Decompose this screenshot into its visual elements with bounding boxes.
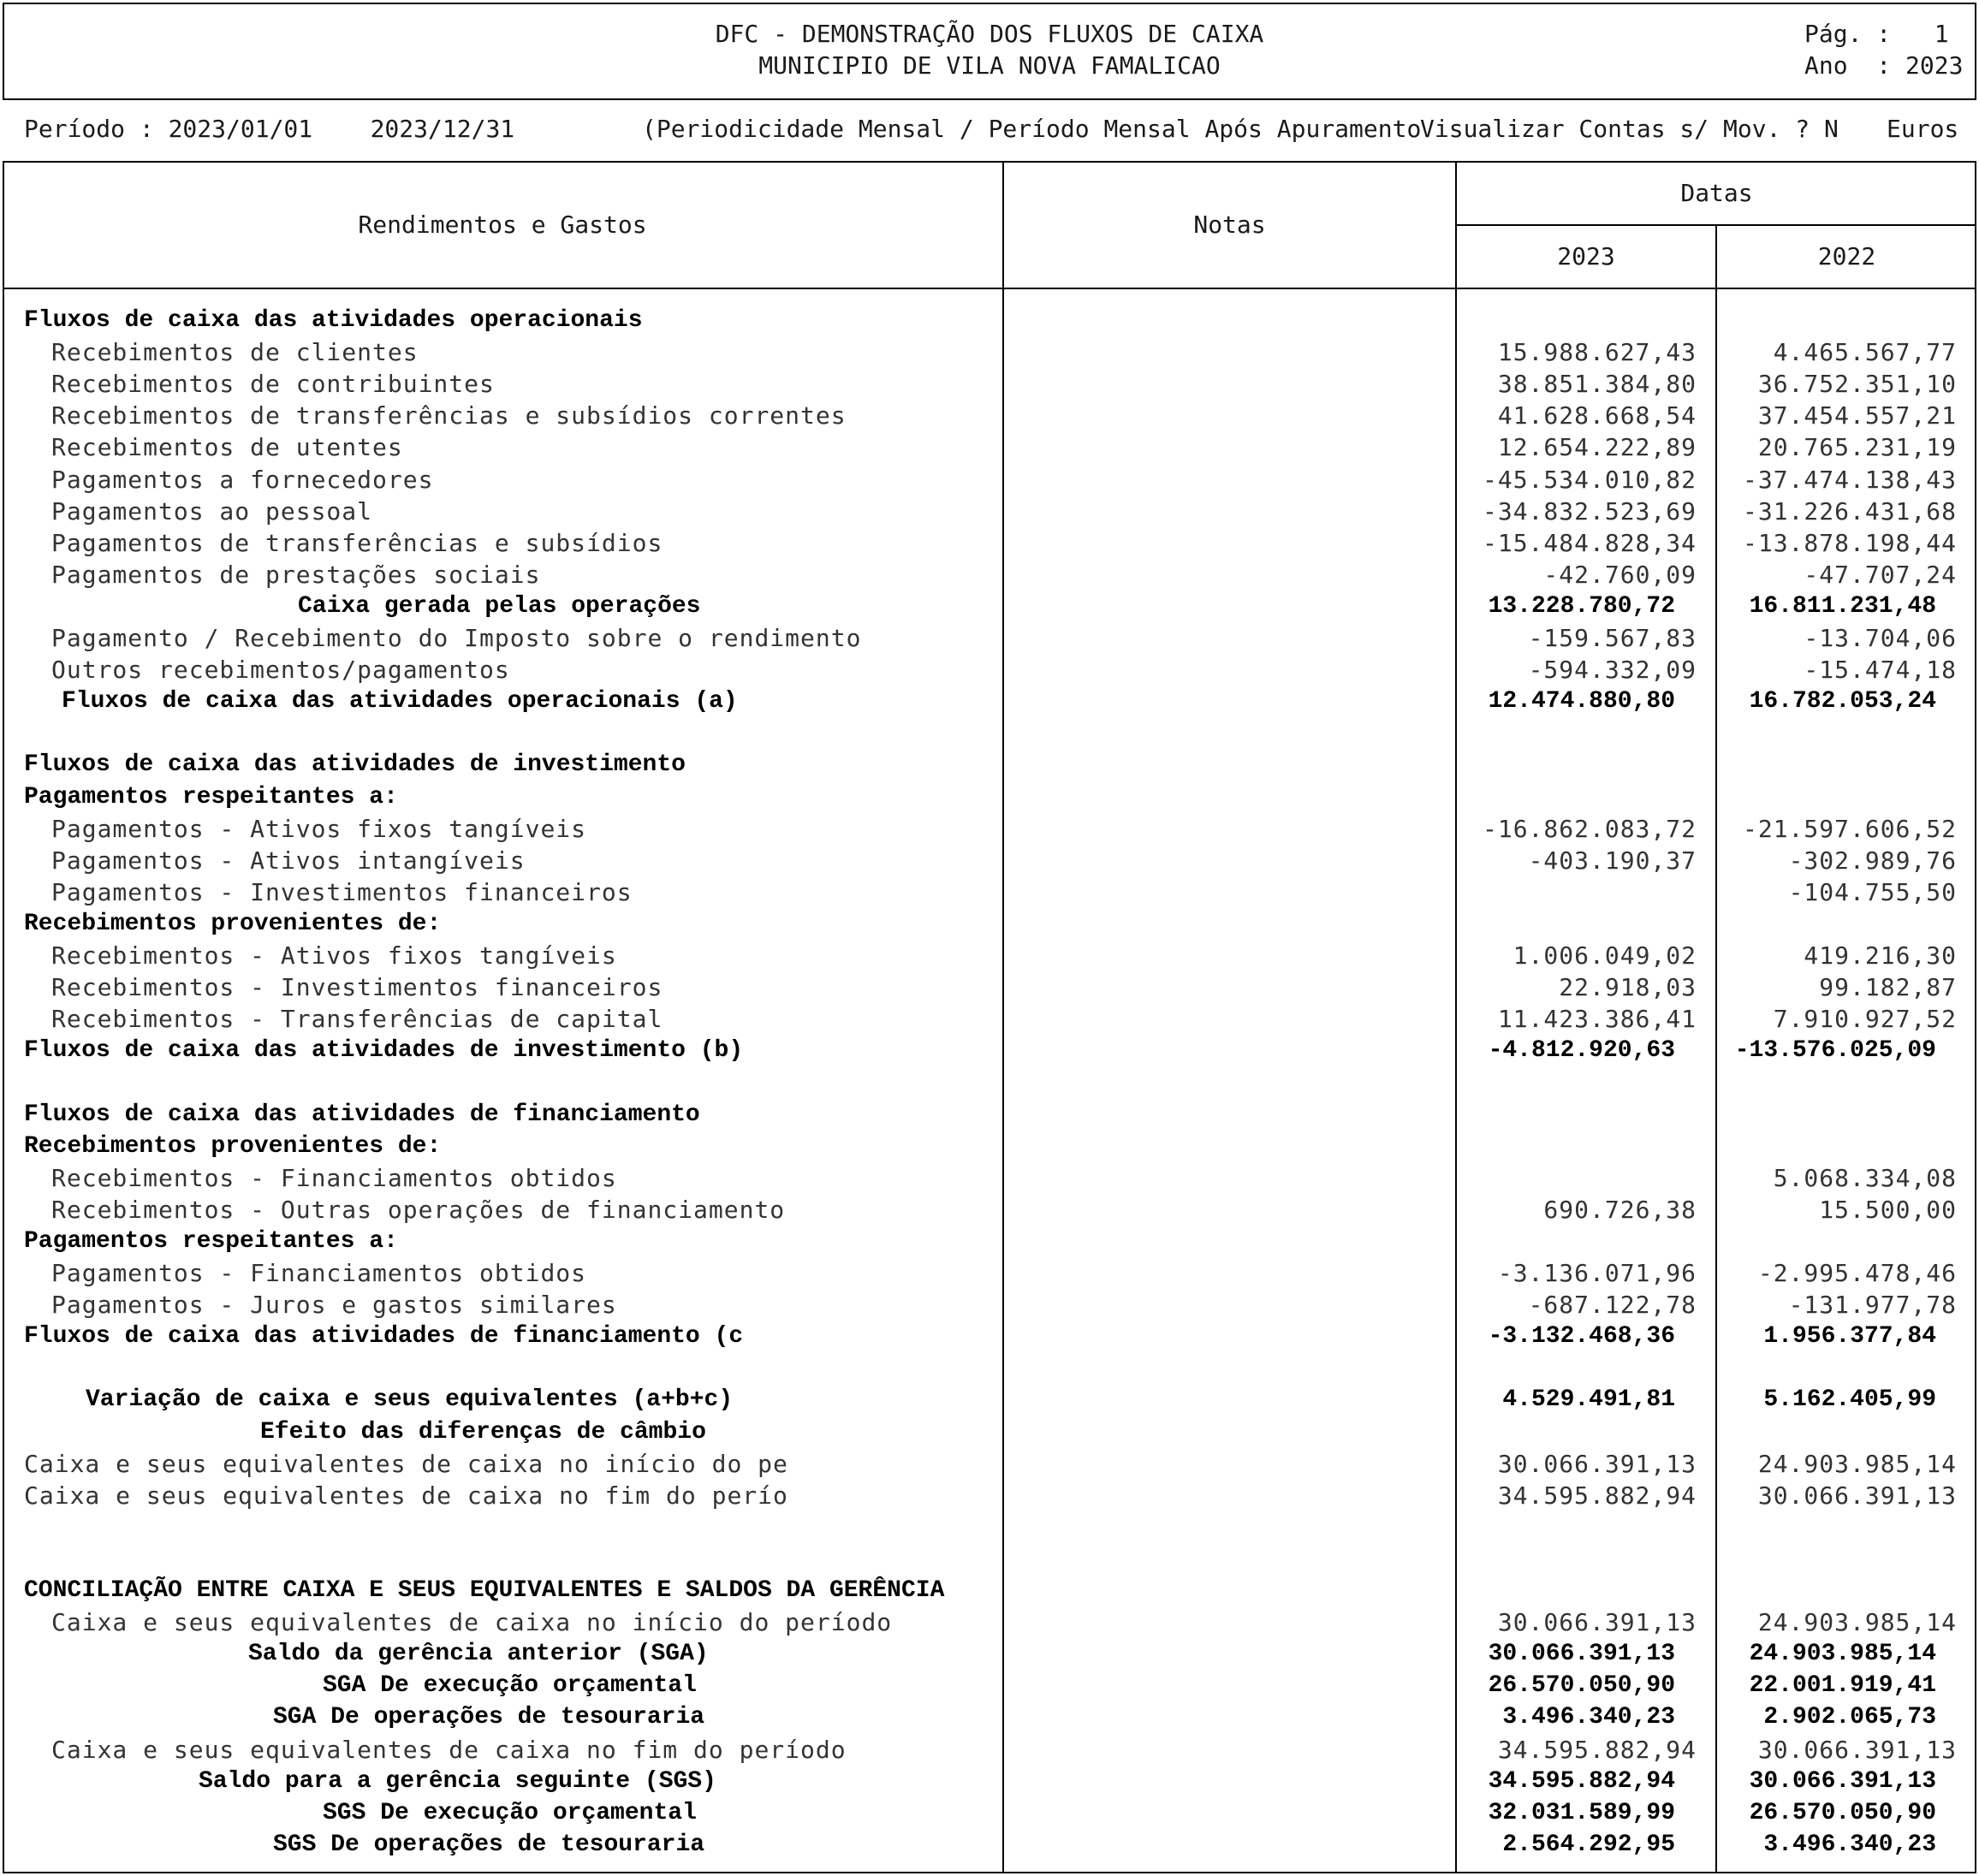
currency: Euros: [1887, 115, 1959, 143]
value-2023: -3.132.468,36: [1488, 1323, 1675, 1351]
col-header-2023: 2023: [1557, 242, 1615, 270]
value-2023: 12.474.880,80: [1488, 688, 1675, 715]
table-row: [0, 654, 1979, 686]
visualize-accounts: Visualizar Contas s/ Mov. ? N: [1420, 115, 1839, 143]
report-title: DFC - DEMONSTRAÇÃO DOS FLUXOS DE CAIXA: [715, 20, 1264, 48]
col-header-rendimentos: Rendimentos e Gastos: [358, 211, 647, 239]
table-row: [0, 1797, 1979, 1829]
blank-row: [0, 1543, 1979, 1575]
table-row: [0, 686, 1979, 717]
table-row: [0, 908, 1979, 940]
value-2022: 4.465.567,77: [1773, 338, 1957, 367]
value-2023: -687.122,78: [1528, 1291, 1697, 1320]
value-2022: 99.182,87: [1819, 973, 1957, 1002]
value-2022: -13.704,06: [1804, 624, 1957, 652]
value-2022: -131.977,78: [1788, 1291, 1957, 1320]
value-2022: -15.474,18: [1804, 656, 1957, 685]
row-label: Pagamentos de prestações sociais: [51, 560, 541, 589]
row-label: Pagamentos - Investimentos financeiros: [51, 877, 633, 906]
value-2023: 26.570.050,90: [1488, 1672, 1675, 1700]
value-2023: 13.228.780,72: [1488, 592, 1675, 620]
table-row: [0, 813, 1979, 845]
value-2023: 30.066.391,13: [1488, 1641, 1675, 1668]
value-2022: 1.956.377,84: [1763, 1323, 1936, 1351]
table-row: [0, 1194, 1979, 1226]
row-label: Fluxos de caixa das atividades de investimento: [24, 751, 686, 779]
value-2022: -2.995.478,46: [1757, 1259, 1957, 1287]
value-2023: 34.595.882,94: [1497, 1481, 1697, 1510]
row-label: Pagamentos a fornecedores: [51, 465, 434, 494]
blank-row: [0, 1352, 1979, 1384]
row-label: Recebimentos provenientes de:: [24, 910, 442, 937]
value-2022: 16.782.053,24: [1749, 688, 1936, 715]
table-row: [0, 1575, 1979, 1606]
value-2022: -21.597.606,52: [1742, 814, 1957, 843]
value-2022: 30.066.391,13: [1757, 1481, 1957, 1510]
value-2023: 32.031.589,99: [1488, 1799, 1675, 1826]
value-2023: 12.654.222,89: [1497, 433, 1697, 462]
table-row: [0, 876, 1979, 908]
blank-row: [0, 1066, 1979, 1098]
value-2022: -31.226.431,68: [1742, 496, 1957, 525]
value-2022: -37.474.138,43: [1742, 465, 1957, 494]
row-label: Recebimentos - Outras operações de financiamento: [51, 1195, 786, 1224]
periodicity: (Periodicidade Mensal / Período Mensal Após Apuramento: [642, 115, 1422, 143]
table-row: [0, 1701, 1979, 1733]
row-label: Pagamentos - Juros e gastos similares: [51, 1291, 617, 1320]
value-2022: 5.162.405,99: [1763, 1386, 1936, 1414]
row-label: Recebimentos - Transferências de capital: [51, 1005, 663, 1034]
row-label: Fluxos de caixa das atividades operacionais: [24, 307, 643, 334]
value-2022: 16.811.231,48: [1749, 592, 1936, 620]
blank-row: [0, 717, 1979, 749]
table-row: [0, 591, 1979, 622]
col-header-datas: Datas: [1680, 179, 1753, 207]
value-2023: -403.190,37: [1528, 846, 1697, 875]
row-label: Fluxos de caixa das atividades operacionais (a): [62, 688, 738, 715]
value-2022: -302.989,76: [1788, 846, 1957, 875]
row-label: Recebimentos provenientes de:: [24, 1132, 442, 1160]
value-2022: 30.066.391,13: [1749, 1767, 1936, 1795]
value-2023: 690.726,38: [1543, 1195, 1697, 1224]
table-row: [0, 1257, 1979, 1289]
row-label: Caixa e seus equivalentes de caixa no início do período: [51, 1608, 893, 1637]
value-2022: 3.496.340,23: [1763, 1831, 1936, 1858]
value-2023: -16.862.083,72: [1482, 814, 1697, 843]
table-row: [0, 1321, 1979, 1352]
row-label: Efeito das diferenças de câmbio: [260, 1418, 706, 1446]
table-row: [0, 1289, 1979, 1321]
table-row: [0, 1448, 1979, 1480]
value-2023: -594.332,09: [1528, 656, 1697, 685]
row-label: SGS De operações de tesouraria: [273, 1831, 705, 1858]
value-2023: 30.066.391,13: [1497, 1449, 1697, 1478]
table-row: [0, 1384, 1979, 1416]
table-row: [0, 1162, 1979, 1194]
value-2022: -47.707,24: [1804, 560, 1957, 589]
value-2023: -15.484.828,34: [1482, 528, 1697, 557]
page-number: Pág. : 1: [1804, 20, 1949, 48]
col-header-notas: Notas: [1193, 211, 1266, 239]
value-2022: 419.216,30: [1804, 941, 1957, 970]
table-row: [0, 971, 1979, 1003]
table-row: [0, 1670, 1979, 1701]
value-2023: -42.760,09: [1543, 560, 1697, 589]
table-row: [0, 940, 1979, 971]
row-label: CONCILIAÇÃO ENTRE CAIXA E SEUS EQUIVALENTES E SALDOS DA GERÊNCIA: [24, 1577, 945, 1604]
table-row: [0, 1226, 1979, 1257]
value-2023: -159.567,83: [1528, 624, 1697, 652]
table-row: [0, 1003, 1979, 1035]
row-label: Pagamentos ao pessoal: [51, 496, 373, 525]
row-label: Caixa e seus equivalentes de caixa no fim do período: [51, 1735, 847, 1764]
value-2022: 5.068.334,08: [1773, 1163, 1957, 1192]
table-row: [0, 1035, 1979, 1066]
row-label: Caixa e seus equivalentes de caixa no fim do perío: [24, 1481, 788, 1510]
row-label: Fluxos de caixa das atividades de financiamento (c: [24, 1323, 744, 1351]
value-2022: 22.001.919,41: [1749, 1672, 1936, 1700]
row-label: Recebimentos - Investimentos financeiros: [51, 973, 663, 1002]
row-label: Recebimentos de transferências e subsídios correntes: [51, 401, 847, 430]
row-label: Recebimentos - Ativos fixos tangíveis: [51, 941, 617, 970]
value-2022: -13.878.198,44: [1742, 528, 1957, 557]
value-2023: -45.534.010,82: [1482, 465, 1697, 494]
blank-row: [0, 1511, 1979, 1543]
value-2023: 4.529.491,81: [1502, 1386, 1675, 1414]
table-row: [0, 1480, 1979, 1511]
row-label: Pagamento / Recebimento do Imposto sobre o rendimento: [51, 624, 862, 652]
table-row: [0, 1131, 1979, 1162]
row-label: SGA De operações de tesouraria: [273, 1704, 705, 1731]
table-row: [0, 527, 1979, 559]
row-label: Variação de caixa e seus equivalentes (a+b+c): [86, 1386, 734, 1414]
row-label: Recebimentos - Financiamentos obtidos: [51, 1163, 617, 1192]
table-row: [0, 464, 1979, 496]
row-label: Outros recebimentos/pagamentos: [51, 656, 510, 685]
table-row: [0, 431, 1979, 463]
row-label: Recebimentos de clientes: [51, 338, 419, 367]
table-row: [0, 749, 1979, 781]
row-label: Caixa gerada pelas operações: [298, 592, 701, 620]
row-label: Saldo para a gerência seguinte (SGS): [199, 1767, 716, 1795]
value-2022: 36.752.351,10: [1757, 370, 1957, 399]
row-label: SGA De execução orçamental: [323, 1672, 697, 1700]
value-2022: 15.500,00: [1819, 1195, 1957, 1224]
table-row: [0, 559, 1979, 591]
value-2022: 26.570.050,90: [1749, 1799, 1936, 1826]
value-2023: -4.812.920,63: [1488, 1037, 1675, 1065]
table-row: [0, 1829, 1979, 1861]
value-2023: 34.595.882,94: [1497, 1735, 1697, 1764]
report-subtitle: MUNICIPIO DE VILA NOVA FAMALICAO: [758, 51, 1221, 80]
value-2023: 11.423.386,41: [1497, 1005, 1697, 1034]
row-label: Pagamentos respeitantes a:: [24, 783, 398, 810]
table-row: [0, 622, 1979, 654]
value-2022: -104.755,50: [1788, 877, 1957, 906]
table-row: [0, 1766, 1979, 1797]
value-2023: -3.136.071,96: [1497, 1259, 1697, 1287]
value-2022: 7.910.927,52: [1773, 1005, 1957, 1034]
value-2022: 20.765.231,19: [1757, 433, 1957, 462]
table-row: [0, 845, 1979, 876]
row-label: Pagamentos de transferências e subsídios: [51, 528, 663, 557]
row-label: Pagamentos - Financiamentos obtidos: [51, 1259, 587, 1287]
value-2022: -13.576.025,09: [1734, 1037, 1936, 1065]
value-2022: 30.066.391,13: [1757, 1735, 1957, 1764]
period-range: Período : 2023/01/01 2023/12/31: [24, 115, 515, 143]
value-2023: 34.595.882,94: [1488, 1767, 1675, 1795]
value-2023: 38.851.384,80: [1497, 370, 1697, 399]
col-header-2022: 2022: [1817, 242, 1876, 270]
report-year: Ano : 2023: [1804, 51, 1964, 80]
table-row: [0, 781, 1979, 813]
row-label: Recebimentos de contribuintes: [51, 370, 495, 399]
table-row: [0, 368, 1979, 400]
row-label: Pagamentos respeitantes a:: [24, 1227, 398, 1255]
value-2022: 37.454.557,21: [1757, 401, 1957, 430]
value-2022: 2.902.065,73: [1763, 1704, 1936, 1731]
table-row: [0, 336, 1979, 368]
value-2023: 1.006.049,02: [1512, 941, 1697, 970]
table-row: [0, 1416, 1979, 1448]
value-2023: 41.628.668,54: [1497, 401, 1697, 430]
table-row: [0, 1099, 1979, 1131]
value-2023: 3.496.340,23: [1502, 1704, 1675, 1731]
table-row: [0, 305, 1979, 336]
value-2023: -34.832.523,69: [1482, 496, 1697, 525]
row-label: Pagamentos - Ativos intangíveis: [51, 846, 526, 875]
row-label: Fluxos de caixa das atividades de investimento (b): [24, 1037, 744, 1065]
value-2023: 2.564.292,95: [1502, 1831, 1675, 1858]
table-row: [0, 496, 1979, 527]
value-2022: 24.903.985,14: [1757, 1608, 1957, 1637]
row-label: Caixa e seus equivalentes de caixa no início do pe: [24, 1449, 788, 1478]
table-row: [0, 400, 1979, 431]
value-2022: 24.903.985,14: [1757, 1449, 1957, 1478]
value-2023: 15.988.627,43: [1497, 338, 1697, 367]
value-2023: 30.066.391,13: [1497, 1608, 1697, 1637]
table-row: [0, 1638, 1979, 1670]
row-label: Recebimentos de utentes: [51, 433, 403, 462]
value-2023: 22.918,03: [1559, 973, 1697, 1002]
table-row: [0, 1606, 1979, 1638]
row-label: Saldo da gerência anterior (SGA): [248, 1641, 709, 1668]
row-label: SGS De execução orçamental: [323, 1799, 697, 1826]
row-label: Fluxos de caixa das atividades de financiamento: [24, 1101, 700, 1128]
value-2022: 24.903.985,14: [1749, 1641, 1936, 1668]
row-label: Pagamentos - Ativos fixos tangíveis: [51, 814, 587, 843]
table-row: [0, 1734, 1979, 1766]
header-divider: [3, 288, 1976, 289]
